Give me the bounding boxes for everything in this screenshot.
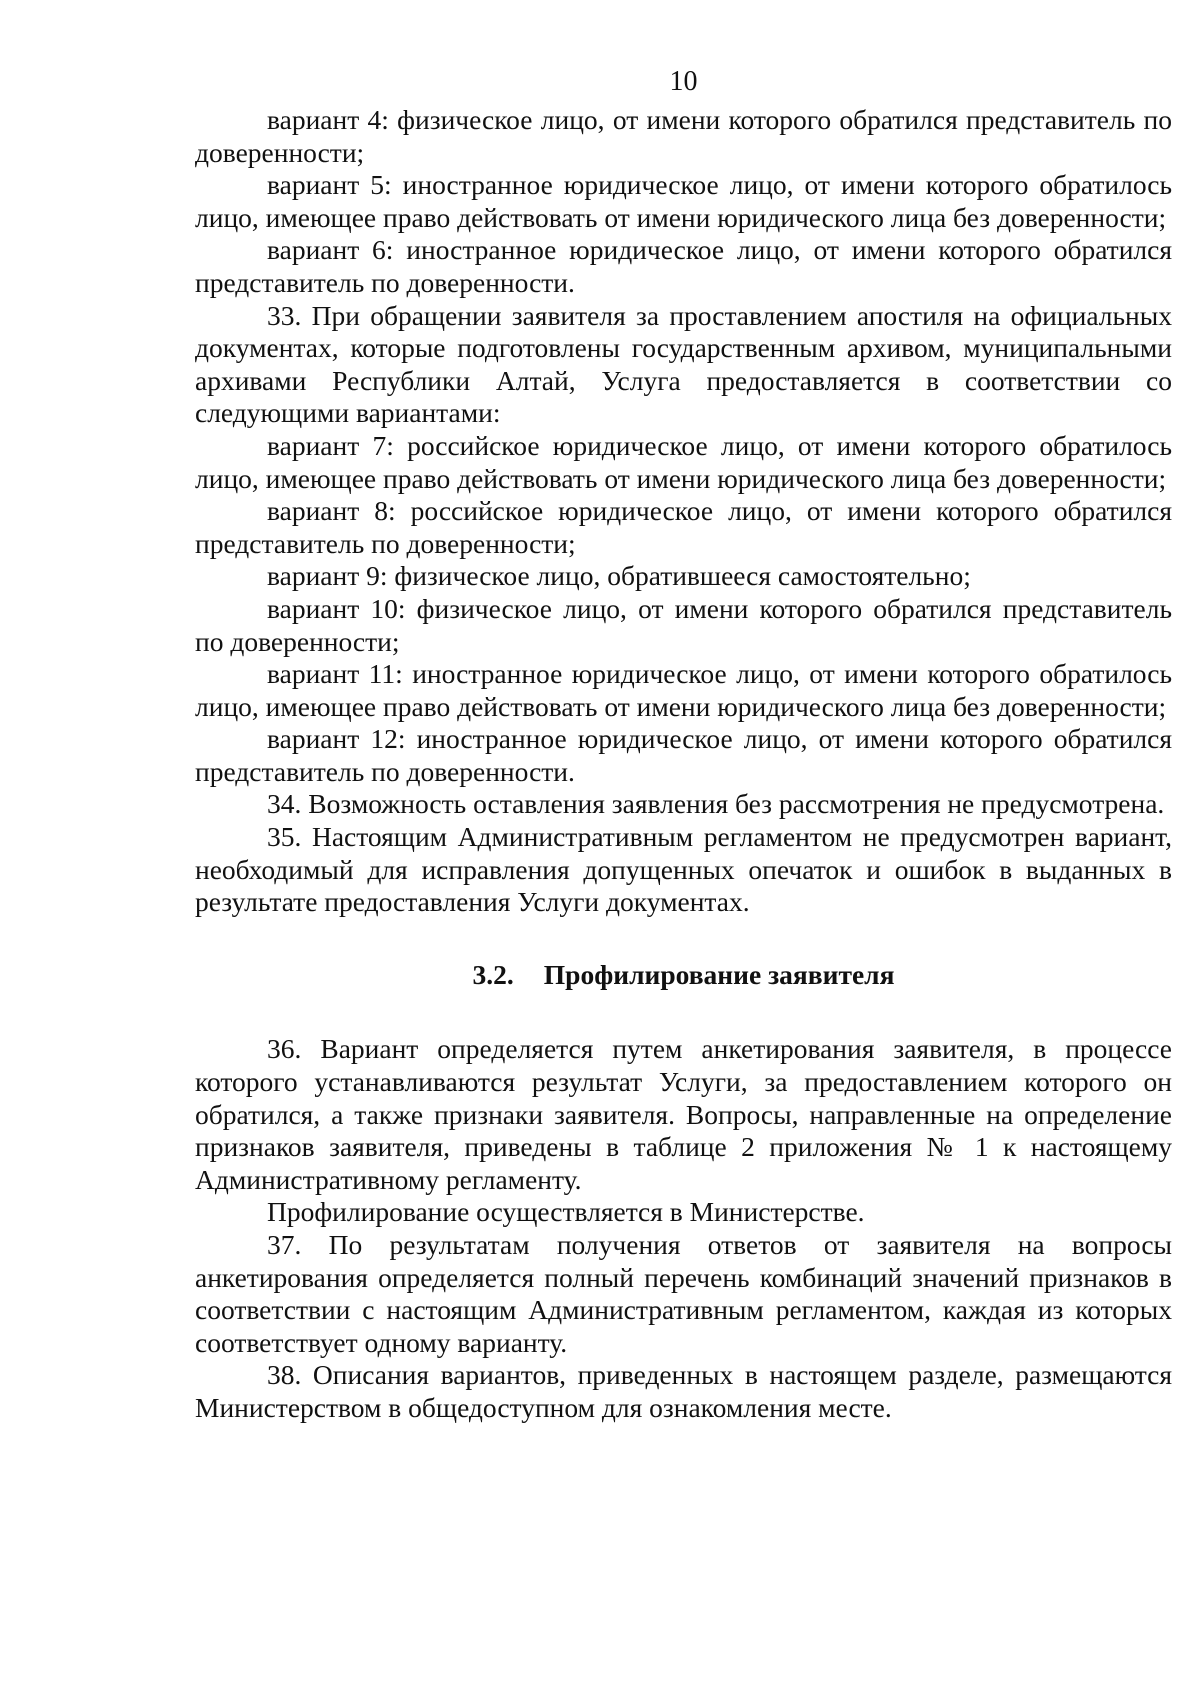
- section-heading: [195, 959, 1172, 992]
- paragraph-variant-11: вариант 11: иностранное юридическое лицо, от имени которого обратилось лицо, имеющее право действовать от имени юридического лица без доверенности;: [195, 658, 1172, 722]
- paragraph-36: 36. Вариант определяется путем анкетирования заявителя, в процессе которого устанавливаются результат Услуги, за предоставлением которого он обратился, а также признаки заявителя. Вопросы, направленные на определение признаков заявителя, приведены в таблице 2 приложения № 1 к настоящему Административному регламенту.: [195, 1033, 1172, 1195]
- section-title-text: Профилирование заявителя: [543, 958, 895, 990]
- paragraph-35: 35. Настоящим Административным регламентом не предусмотрен вариант, необходимый для исправления допущенных опечаток и ошибок в выданных в результате предоставления Услуги документах.: [195, 821, 1172, 918]
- paragraph-variant-6: вариант 6: иностранное юридическое лицо, от имени которого обратился представитель по доверенности.: [195, 234, 1172, 298]
- paragraph-variant-4: вариант 4: физическое лицо, от имени которого обратился представитель по доверенности;: [195, 104, 1172, 168]
- paragraph-profiling: Профилирование осуществляется в Министерстве.: [267, 1196, 865, 1228]
- paragraph-variant-5: вариант 5: иностранное юридическое лицо, от имени которого обратилось лицо, имеющее право действовать от имени юридического лица без доверенности;: [195, 169, 1172, 233]
- paragraph-variant-10: вариант 10: физическое лицо, от имени которого обратился представитель по доверенности;: [195, 592, 1172, 657]
- paragraph-33: 33. При обращении заявителя за проставлением апостиля на официальных документах, которые подготовлены государственным архивом, муниципальными архивами Республики Алтай, Услуга предоставляется в соответствии со следующими вариантами:: [195, 299, 1172, 429]
- paragraph-34: 34. Возможность оставления заявления без рассмотрения не предусмотрена.: [267, 788, 1165, 820]
- page-number: 10: [669, 66, 698, 97]
- paragraph-37: 37. По результатам получения ответов от заявителя на вопросы анкетирования определяется полный перечень комбинаций значений признаков в соответствии с настоящим Административным регламентом, каждая из которых соответствует одному варианту.: [195, 1229, 1172, 1358]
- paragraph-variant-7: вариант 7: российское юридическое лицо, от имени которого обратилось лицо, имеющее право действовать от имени юридического лица без доверенности;: [195, 429, 1172, 494]
- section-number: 3.2.: [472, 958, 514, 990]
- paragraph-variant-12: вариант 12: иностранное юридическое лицо, от имени которого обратился представитель по доверенности.: [195, 723, 1172, 787]
- document-page: [195, 62, 1172, 1425]
- paragraph-38: 38. Описания вариантов, приведенных в настоящем разделе, размещаются Министерством в общедоступном для ознакомления месте.: [195, 1359, 1172, 1423]
- paragraph-variant-8: вариант 8: российское юридическое лицо, от имени которого обратился представитель по доверенности;: [195, 495, 1172, 559]
- paragraph-variant-9: вариант 9: физическое лицо, обратившееся самостоятельно;: [267, 560, 971, 592]
